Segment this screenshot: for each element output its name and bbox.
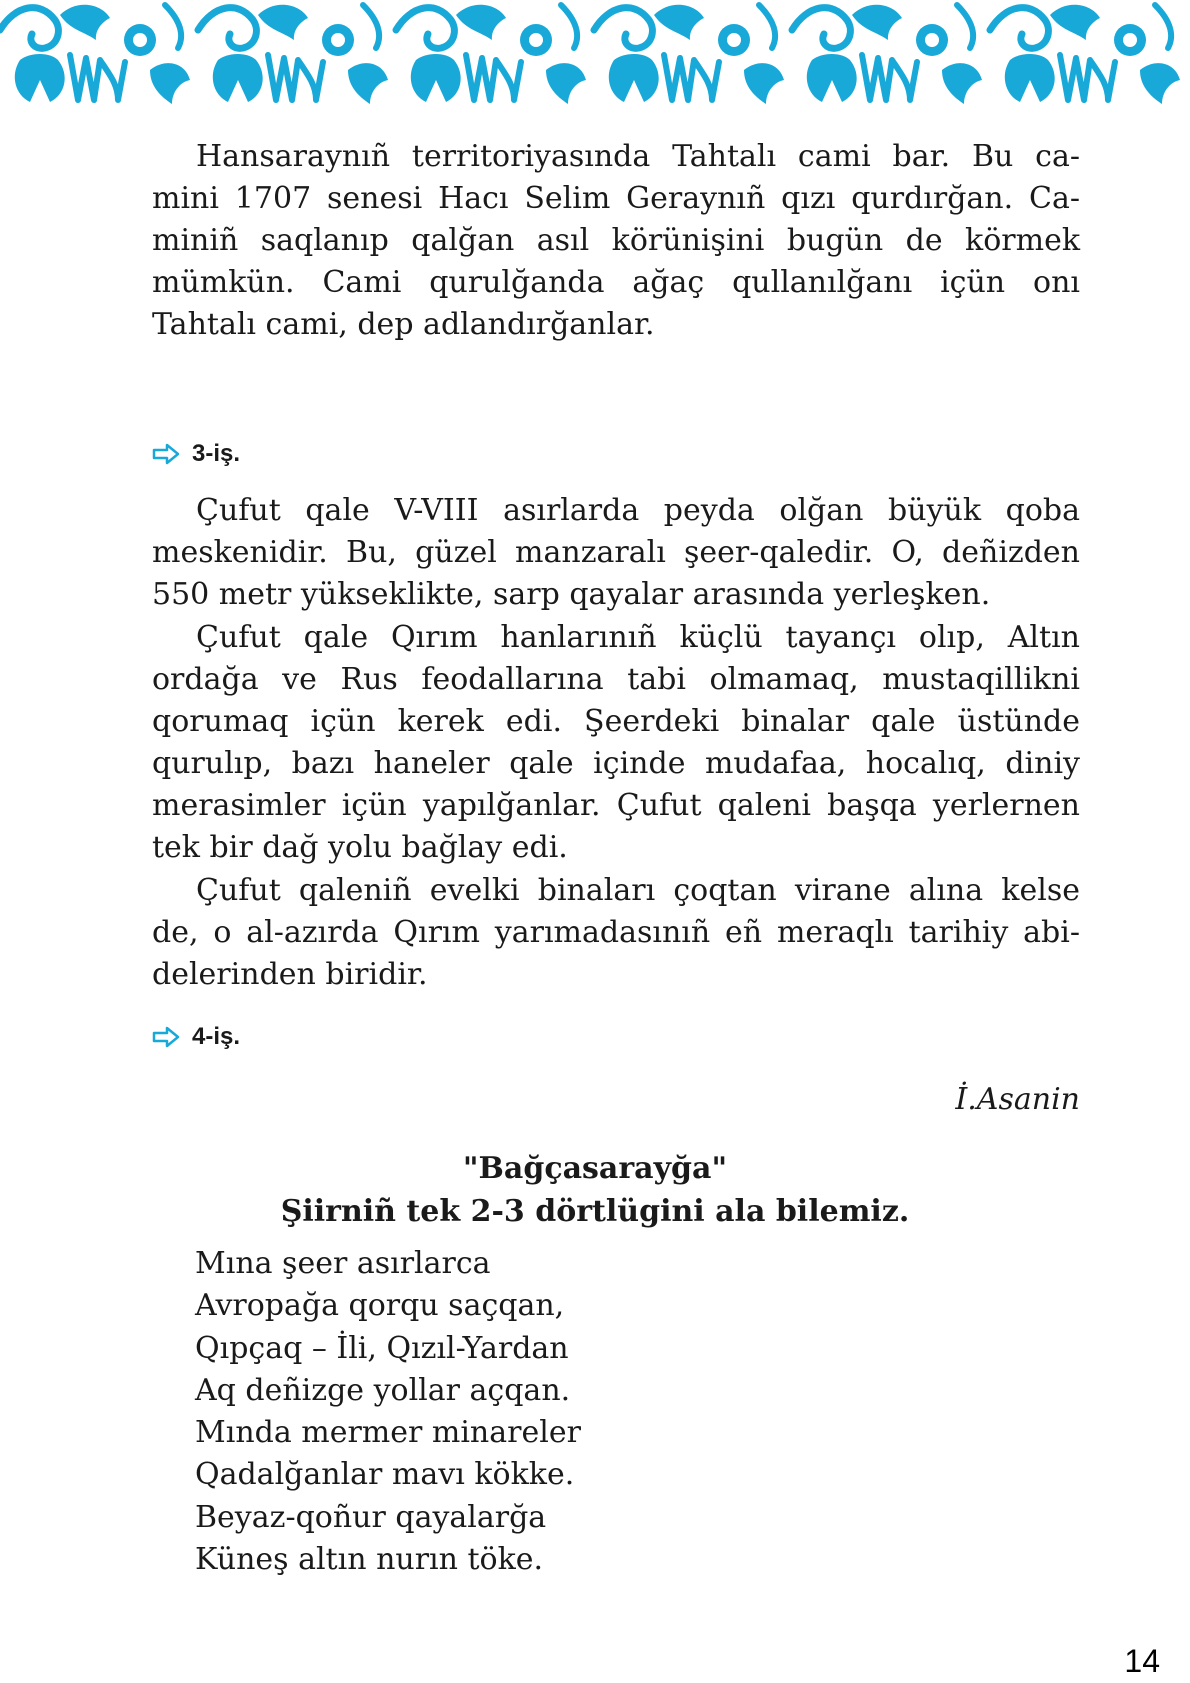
task-3-heading [152,436,240,472]
text-line: Çufut qale Qırım hanlarınıñ küçlü tayançı olıp, Altın [196,620,1080,655]
poem-line: Beyaz-qoñur qayalarğa [195,1499,547,1535]
poem-stanzas [195,1243,581,1581]
text-line: qurulıp, bazı haneler qale içinde mudafaa, hocalıq, diniy [152,746,1080,781]
text-line: miniñ saqlanıp qalğan asıl körünişini bugün de körmek [152,223,1080,258]
text-line: Çufut qale V-VIII asırlarda peyda olğan büyük qoba [196,493,1080,528]
text-line: Çufut qaleniñ evelki binaları çoqtan virane alına kelse [196,873,1080,908]
text-line: Hansaraynıñ territoriyasında Tahtalı cami bar. Bu ca- [196,139,1080,174]
task-3-label: 3-iş. [192,440,241,467]
paragraph-cufut-qale-history [152,617,1080,869]
text-line: meskenidir. Bu, güzel manzaralı şeer-qaledir. O, deñizden [152,535,1080,570]
text-line: ordağa ve Rus feodallarına tabi olmamaq, mustaqillikni [152,662,1080,697]
author-signature: İ.Asanin [955,1082,1080,1117]
poem-line: Aq deñizge yollar açqan. [195,1372,571,1408]
poem-title: "Bağçasarayğa" [462,1151,728,1186]
text-line: merasimler içün yapılğanlar. Çufut qaleni başqa yerlernen [152,788,1080,823]
arrow-right-icon [152,443,180,465]
task-4-heading [152,1019,240,1055]
poem-line: Avropağa qorqu saçqan, [195,1288,565,1324]
arrow-right-icon [152,1026,180,1048]
text-line: qorumaq içün kerek edi. Şeerdeki binalar qale üstünde [152,704,1080,739]
paragraph-tahtali-cami [152,136,1080,346]
text-line: mini 1707 senesi Hacı Selim Geraynıñ qızı qurdırğan. Ca- [152,181,1080,216]
poem-line: Mında mermer minareler [195,1415,581,1451]
poem-line: Qadalğanlar mavı kökke. [195,1457,575,1493]
text-line: mümkün. Cami qurulğanda ağaç qullanılğanı içün onı [152,265,1080,300]
text-line: Tahtalı cami, dep adlandırğanlar. [152,307,655,342]
paragraph-cufut-qale-today [152,870,1080,996]
poem-line: Küneş altın nurın töke. [195,1542,544,1578]
poem-subtitle: Şiirniñ tek 2-3 dörtlügini ala bilemiz. [280,1194,910,1229]
text-line: delerinden biridir. [152,957,428,992]
task-4-label: 4-iş. [192,1023,241,1050]
paragraph-cufut-qale-intro [152,490,1080,616]
text-line: 550 metr yükseklikte, sarp qayalar arasında yerleşken. [152,577,991,612]
page-number: 14 [1124,1643,1160,1679]
poem-line: Qıpçaq – İli, Qızıl-Yardan [195,1330,569,1366]
poem-line: Mına şeer asırlarca [195,1246,491,1281]
text-line: tek bir dağ yolu bağlay edi. [152,830,568,865]
text-line: de, o al-azırda Qırım yarımadasınıñ eñ meraqlı tarihiy abi- [152,915,1080,950]
